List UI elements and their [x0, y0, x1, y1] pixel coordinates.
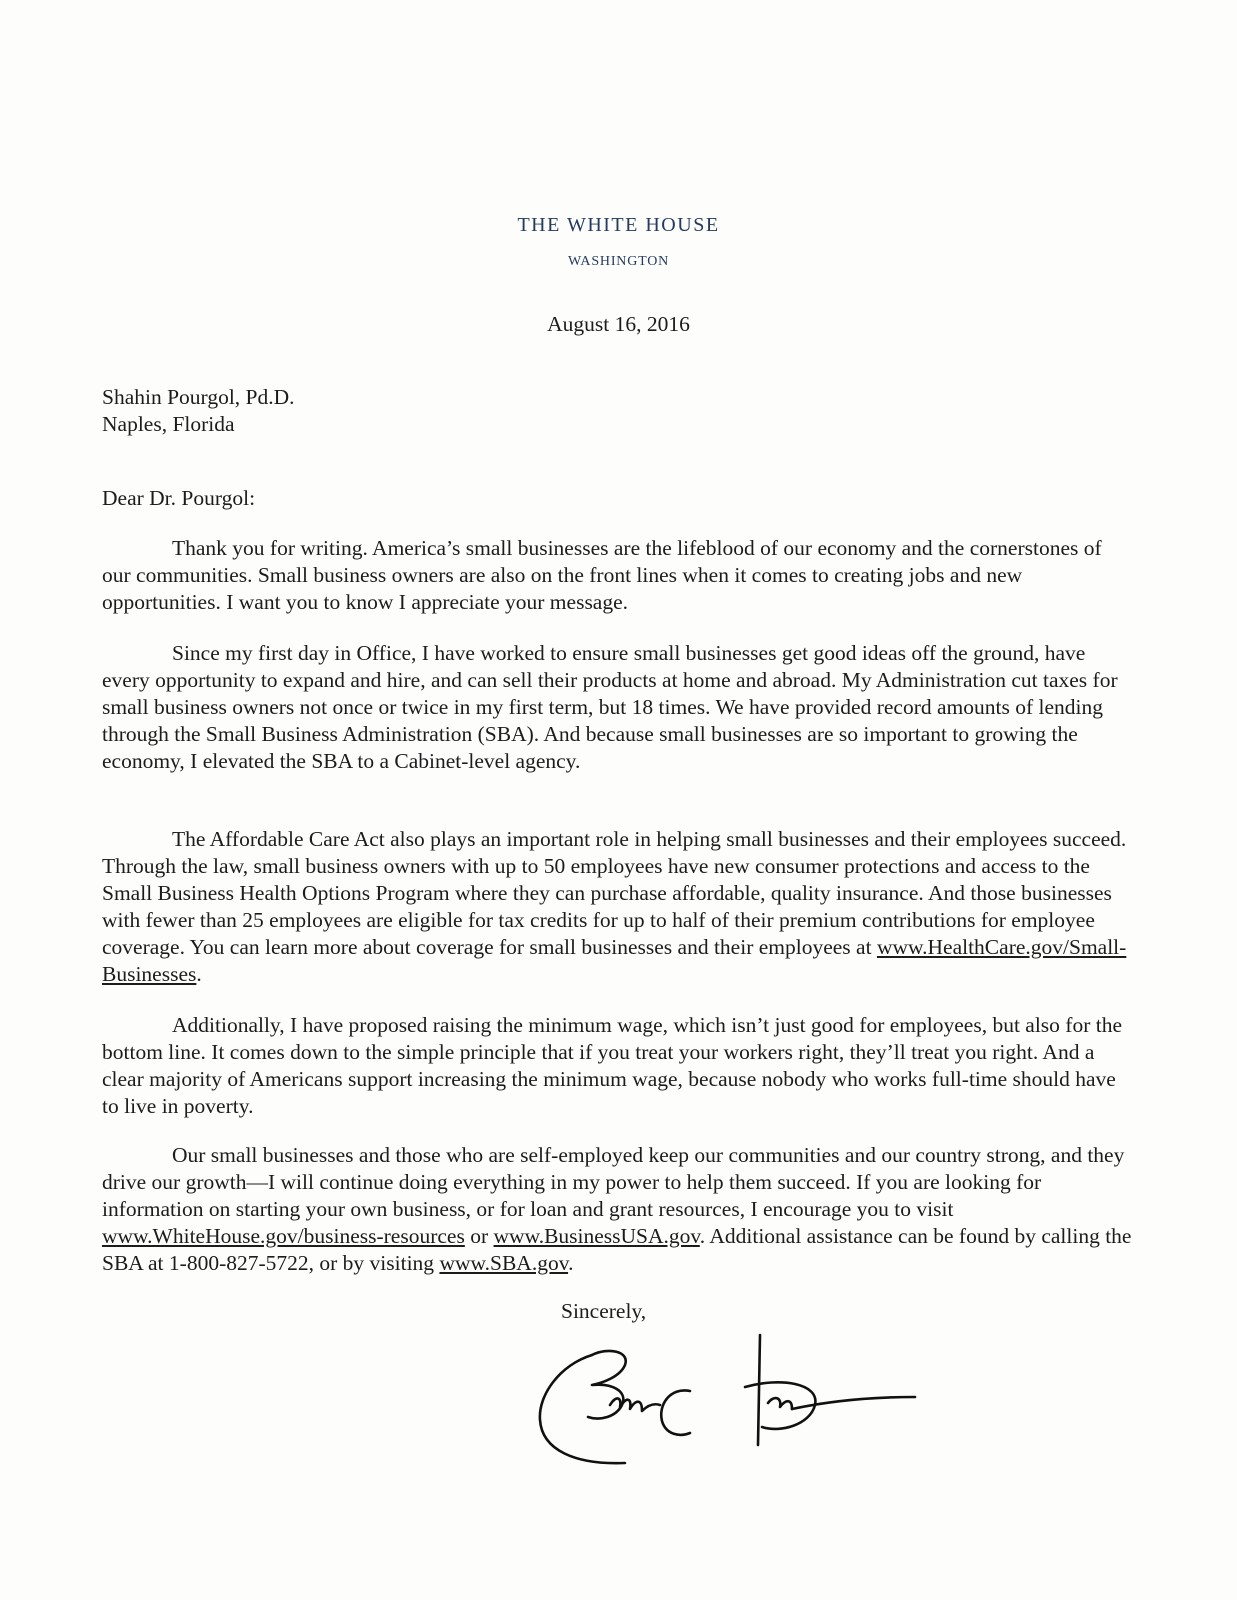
- paragraph-5-text-3: . Additional assistance can be found by calling the SBA at 1-800-827-5722, or by visiting: [102, 1224, 1132, 1275]
- letterhead-subtitle: WASHINGTON: [567, 254, 670, 269]
- whitehouse-business-link[interactable]: www.WhiteHouse.gov/business-resources: [102, 1224, 465, 1248]
- paragraph-5-text-1: Our small businesses and those who are self-employed keep our communities and our country strong, and they drive our growth—I will continue doing everything in my power to help them succeed. If you are looking for information on starting your own business, or for loan and grant resources, I encourage you to visit: [102, 1143, 1125, 1221]
- salutation: Dear Dr. Pourgol:: [102, 486, 256, 510]
- businessusa-link[interactable]: www.BusinessUSA.gov: [493, 1224, 700, 1248]
- paragraph-3: [102, 826, 1132, 988]
- paragraph-3-end: .: [196, 962, 202, 986]
- paragraph-5: [102, 1142, 1132, 1277]
- paragraph-3-text: The Affordable Care Act also plays an important role in helping small businesses and their employees succeed. Through the law, small business owners with up to 50 employees have new consumer protections and access to the Small Business Health Options Program where they can purchase affordable, quality insurance. And those businesses with fewer than 25 employees are eligible for tax credits for up to half of their premium contributions for employee coverage. You can learn more about coverage for small businesses and their employees at: [102, 827, 1127, 959]
- recipient-location: Naples, Florida: [102, 412, 235, 436]
- paragraph-5-text-2: or: [464, 1224, 494, 1248]
- paragraph-5-end: .: [568, 1251, 574, 1275]
- recipient-name: Shahin Pourgol, Pd.D.: [102, 385, 295, 409]
- healthcare-link[interactable]: www.HealthCare.gov/Small-Businesses: [102, 935, 1127, 986]
- sba-link[interactable]: www.SBA.gov: [439, 1251, 569, 1275]
- signature-image: [530, 1325, 930, 1475]
- letterhead-title: THE WHITE HOUSE: [517, 214, 720, 236]
- paragraph-4: Additionally, I have proposed raising the minimum wage, which isn’t just good for employees, but also for the bottom line. It comes down to the simple principle that if you treat your workers right, they’ll treat you right. And a clear majority of Americans support increasing the minimum wage, because nobody who works full-time should have to live in poverty.: [102, 1013, 1123, 1118]
- letter-date: August 16, 2016: [547, 312, 690, 336]
- paragraph-2: Since my first day in Office, I have worked to ensure small businesses get good ideas off the ground, have every opportunity to expand and hire, and can sell their products at home and abroad. My Administration cut taxes for small business owners not once or twice in my first term, but 18 times. We have provided record amounts of lending through the Small Business Administration (SBA). And because small businesses are so important to growing the economy, I elevated the SBA to a Cabinet-level agency.: [102, 641, 1118, 773]
- paragraph-1: Thank you for writing. America’s small businesses are the lifeblood of our economy and the cornerstones of our communities. Small business owners are also on the front lines when it comes to creating jobs and new opportunities. I want you to know I appreciate your message.: [102, 536, 1102, 614]
- closing: Sincerely,: [561, 1299, 647, 1323]
